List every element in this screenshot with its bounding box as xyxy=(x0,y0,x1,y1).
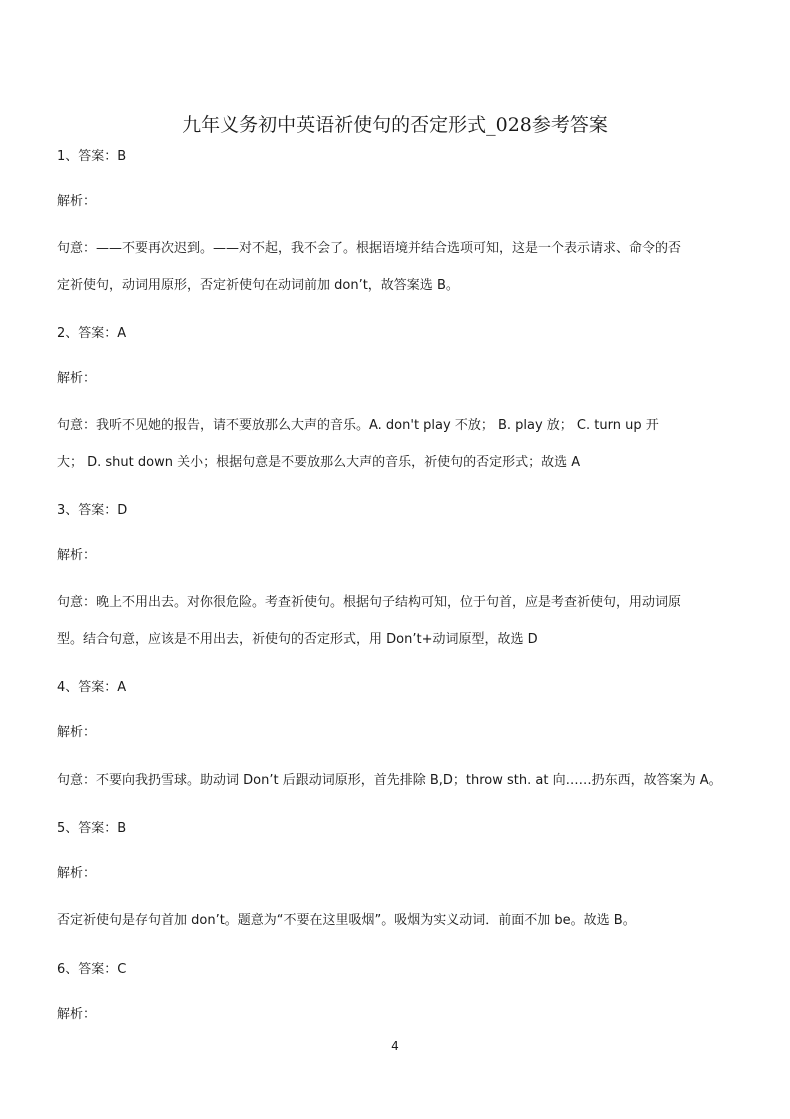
page-number: 4 xyxy=(391,1039,399,1053)
analysis-label-2: 解析： xyxy=(57,371,97,386)
analysis-4-line-1: 句意：不要向我扔雪球。助动词 Don’t 后跟动词原形，首先排除 B,D；throw sth. at 向……扔东西，故答案为 A。 xyxy=(57,773,722,788)
answer-6: 6、答案：C xyxy=(57,962,127,977)
answer-3: 3、答案：D xyxy=(57,503,128,518)
analysis-2-line-2: 大； D. shut down 关小；根据句意是不要放那么大声的音乐，祈使句的否定形式；故选 A xyxy=(57,455,581,470)
analysis-label-4: 解析： xyxy=(57,725,97,740)
analysis-1-line-2: 定祈使句，动词用原形，否定祈使句在动词前加 don’t，故答案选 B。 xyxy=(57,278,459,293)
analysis-2-line-1: 句意：我听不见她的报告，请不要放那么大声的音乐。A. don't play 不放； B. play 放； C. turn up 开 xyxy=(57,418,659,433)
analysis-3-line-2: 型。结合句意，应该是不用出去，祈使句的否定形式，用 Don’t+动词原型，故选 D xyxy=(57,632,538,647)
analysis-label-5: 解析： xyxy=(57,866,97,881)
analysis-label-3: 解析： xyxy=(57,548,97,563)
analysis-label-1: 解析： xyxy=(57,194,97,209)
answer-4: 4、答案：A xyxy=(57,680,127,695)
analysis-label-6: 解析： xyxy=(57,1007,97,1022)
analysis-5-line-1: 否定祈使句是存句首加 don’t。题意为“不要在这里吸烟”。吸烟为实义动词．前面不加 be。故选 B。 xyxy=(57,913,636,928)
answer-5: 5、答案：B xyxy=(57,821,127,836)
answer-2: 2、答案：A xyxy=(57,326,127,341)
analysis-1-line-1: 句意：——不要再次迟到。——对不起，我不会了。根据语境并结合选项可知，这是一个表示请求、命令的否 xyxy=(57,241,682,256)
document-title: 九年义务初中英语祈使句的否定形式_028参考答案 xyxy=(182,114,608,136)
answer-1: 1、答案：B xyxy=(57,149,127,164)
analysis-3-line-1: 句意：晚上不用出去。对你很危险。考查祈使句。根据句子结构可知，位于句首，应是考查祈使句，用动词原 xyxy=(57,595,682,610)
